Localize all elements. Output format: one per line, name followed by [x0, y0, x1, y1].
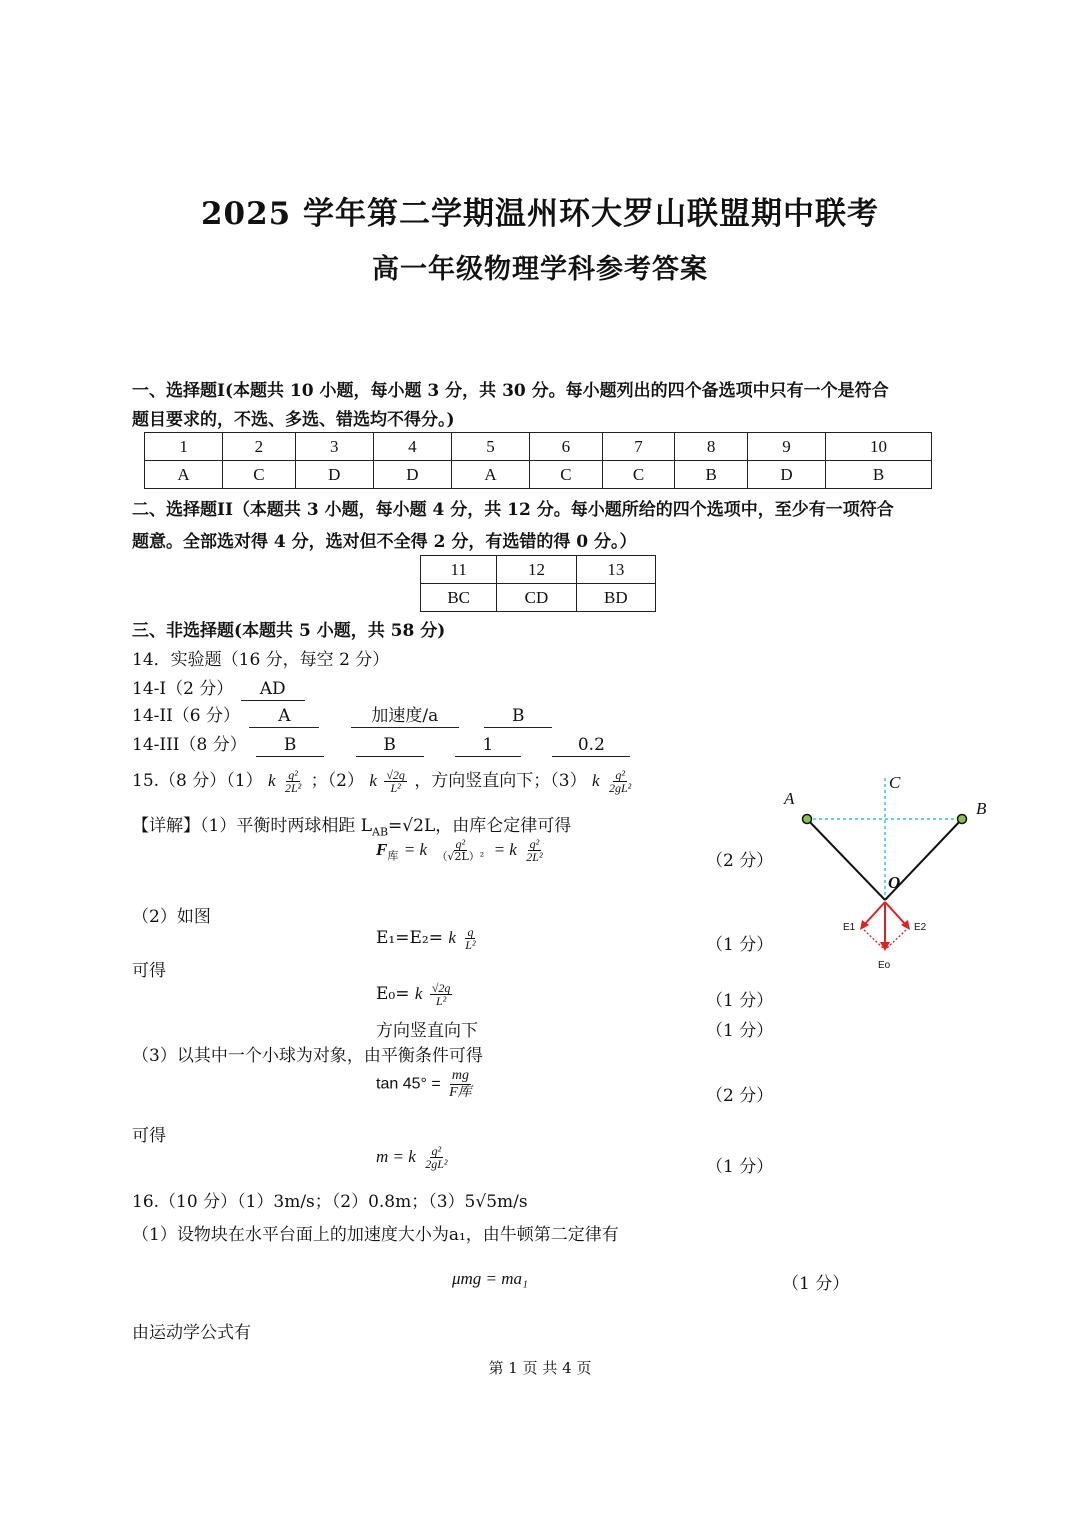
answer-blank: AD	[241, 678, 305, 701]
table-cell: D	[295, 461, 373, 489]
answer-blank: A	[249, 705, 319, 728]
label-o: O	[888, 873, 901, 892]
field-diagram	[770, 770, 1000, 980]
section1-heading-line1: 一、选择题I(本题共 10 小题，每小题 3 分，共 30 分。每小题列出的四个备选项中只有一个是符合	[132, 381, 889, 401]
math-k: k	[592, 771, 600, 790]
section3-heading: 三、非选择题(本题共 5 小题，共 58 分)	[132, 621, 446, 641]
section1-heading-line2: 题目要求的，不选、多选、错选均不得分。)	[132, 410, 455, 430]
table-cell: C	[530, 461, 603, 489]
section2-answer-table	[420, 555, 656, 612]
table-cell: 13	[576, 556, 655, 584]
q14-part2	[132, 701, 552, 728]
score-label: （1 分）	[782, 1274, 850, 1294]
mass-formula	[376, 1145, 451, 1170]
section2-heading-line1: 二、选择题II（本题共 3 小题，每小题 4 分，共 12 分。每小题所给的四个选项中，至少有一项符合	[132, 500, 894, 520]
numerator: q²	[431, 1144, 442, 1158]
ball-b	[958, 815, 967, 824]
page-title: 2025 学年第二学期温州环大罗山联盟期中联考	[200, 196, 880, 232]
table-cell: 3	[295, 433, 373, 461]
label-a: A	[784, 789, 795, 808]
q14-part1-label: 14-I（2 分）	[132, 679, 234, 699]
table-row-answers	[145, 461, 932, 489]
page-subtitle: 高一年级物理学科参考答案	[372, 254, 708, 285]
table-cell: D	[373, 461, 451, 489]
detail-text: 【详解】（1）平衡时两球相距 L	[132, 816, 373, 836]
string-a	[807, 819, 885, 900]
math-k: k	[369, 771, 377, 790]
denominator: 2gL²	[425, 1157, 448, 1171]
fraction	[283, 769, 303, 794]
subscript: 库	[387, 849, 399, 863]
table-cell: 12	[497, 556, 576, 584]
numerator: q²	[455, 837, 466, 851]
table-cell: 10	[826, 433, 932, 461]
table-cell: B	[826, 461, 932, 489]
page-footer: 第 1 页 共 4 页	[488, 1359, 592, 1377]
q14-part2-label: 14-II（6 分）	[132, 706, 241, 726]
label-b: B	[976, 799, 987, 818]
label-e2: E2	[914, 922, 927, 933]
table-cell: D	[747, 461, 825, 489]
numerator: √2q	[386, 768, 405, 782]
table-cell: 1	[145, 433, 223, 461]
q15-part3: （3）以其中一个小球为对象，由平衡条件可得	[132, 1046, 483, 1066]
q14-part1	[132, 674, 305, 701]
q16-summary: 16.（10 分）（1）3m/s；（2）0.8m；（3）5√5m/s	[132, 1192, 528, 1212]
table-cell: CD	[497, 584, 576, 612]
label-c: C	[889, 773, 901, 792]
table-cell: A	[451, 461, 529, 489]
numerator: q	[467, 925, 474, 939]
coulomb-formula	[376, 838, 547, 863]
detail-tail: =√2L，由库仑定律可得	[388, 816, 572, 836]
score-label: （1 分）	[706, 935, 774, 955]
score-label: （1 分）	[706, 991, 774, 1011]
e0-formula	[376, 982, 454, 1007]
answer-blank: B	[356, 734, 424, 757]
fraction	[430, 982, 453, 1007]
force-symbol: F	[376, 840, 388, 859]
answer-blank: 0.2	[552, 734, 630, 757]
separator-text: ；（2）	[310, 771, 364, 791]
label-e0: Eo	[878, 960, 891, 971]
subscript: AB	[372, 825, 389, 839]
label-e1: E1	[843, 922, 856, 933]
math-k: k	[448, 928, 456, 947]
arrow-e2	[885, 902, 906, 925]
table-cell: B	[675, 461, 748, 489]
table-cell: 8	[675, 433, 748, 461]
q14-part3	[132, 730, 630, 757]
q15-kede-2: 可得	[132, 1126, 166, 1146]
denominator: L²	[435, 994, 447, 1008]
direction-down: 方向竖直向下	[376, 1021, 478, 1041]
table-cell: C	[602, 461, 675, 489]
table-row-numbers	[421, 556, 656, 584]
fraction	[423, 1145, 449, 1170]
newton-equation: μmg = ma₁	[452, 1269, 528, 1288]
table-cell: 9	[747, 433, 825, 461]
equals-k: = k	[493, 840, 517, 859]
q16-part1: （1）设物块在水平台面上的加速度大小为a₁，由牛顿第二定律有	[132, 1225, 619, 1245]
direction-text: ，方向竖直向下；（3）	[414, 771, 587, 791]
tan-formula	[376, 1068, 476, 1101]
denominator: F库	[449, 1085, 472, 1100]
arrow-e1	[864, 902, 885, 925]
ball-a	[803, 815, 812, 824]
fraction	[524, 838, 544, 863]
e1-e2-formula	[376, 926, 480, 951]
score-label: （1 分）	[706, 1157, 774, 1177]
table-cell: 7	[602, 433, 675, 461]
q14-intro: 14．实验题（16 分，每空 2 分）	[132, 650, 390, 670]
denominator: 2gL²	[609, 781, 632, 795]
table-cell: A	[145, 461, 223, 489]
equals-k: = k	[403, 840, 428, 859]
score-label: （2 分）	[706, 1086, 774, 1106]
q15-summary	[132, 766, 635, 794]
table-row-numbers	[145, 433, 932, 461]
table-cell: BC	[421, 584, 497, 612]
fraction	[447, 1068, 474, 1101]
table-cell: 5	[451, 433, 529, 461]
table-cell: 4	[373, 433, 451, 461]
table-row-answers	[421, 584, 656, 612]
math-k: k	[267, 771, 276, 790]
q15-label: 15.（8 分）（1）	[132, 771, 263, 791]
numerator: mg	[451, 1068, 469, 1083]
table-cell: 6	[530, 433, 603, 461]
tan-text: tan 45° =	[376, 1075, 441, 1093]
q15-detail-1	[132, 811, 571, 838]
m-equals-k: m = k	[376, 1147, 416, 1166]
section2-heading-line2: 题意。全部选对得 4 分，选对但不全得 2 分，有选错的得 0 分。）	[132, 532, 637, 552]
numerator: √2q	[431, 981, 451, 995]
table-cell: C	[223, 461, 296, 489]
q15-part2: （2）如图	[132, 907, 211, 927]
dotted-parallelogram	[887, 930, 906, 948]
table-cell: 2	[223, 433, 296, 461]
numerator: q²	[529, 837, 540, 851]
denominator: 2L²	[526, 850, 543, 864]
q15-kede-1: 可得	[132, 961, 166, 981]
e0-text: E₀=	[376, 984, 410, 1004]
fraction	[384, 769, 407, 794]
numerator: q²	[288, 768, 298, 782]
answer-blank: B	[484, 705, 552, 728]
answer-blank: B	[256, 734, 324, 757]
q16-kinematics: 由运动学公式有	[132, 1323, 251, 1343]
answer-blank: 加速度/a	[351, 705, 459, 728]
answer-blank: 1	[455, 734, 521, 757]
table-cell: 11	[421, 556, 497, 584]
score-label: （2 分）	[706, 851, 774, 871]
section1-answer-table	[144, 432, 932, 489]
dotted-parallelogram	[864, 930, 883, 948]
numerator: q²	[615, 768, 625, 782]
fraction	[434, 838, 486, 863]
denominator: L²	[390, 781, 401, 795]
e1-e2-text: E₁=E₂=	[376, 928, 443, 948]
fraction	[607, 769, 633, 794]
denominator: L²	[465, 938, 476, 952]
table-cell: BD	[576, 584, 655, 612]
denominator: （√2L）²	[436, 850, 485, 863]
math-k: k	[414, 984, 423, 1003]
score-label: （1 分）	[706, 1021, 774, 1041]
fraction	[463, 926, 477, 951]
q14-part3-label: 14-III（8 分）	[132, 735, 247, 755]
denominator: 2L²	[284, 781, 302, 795]
